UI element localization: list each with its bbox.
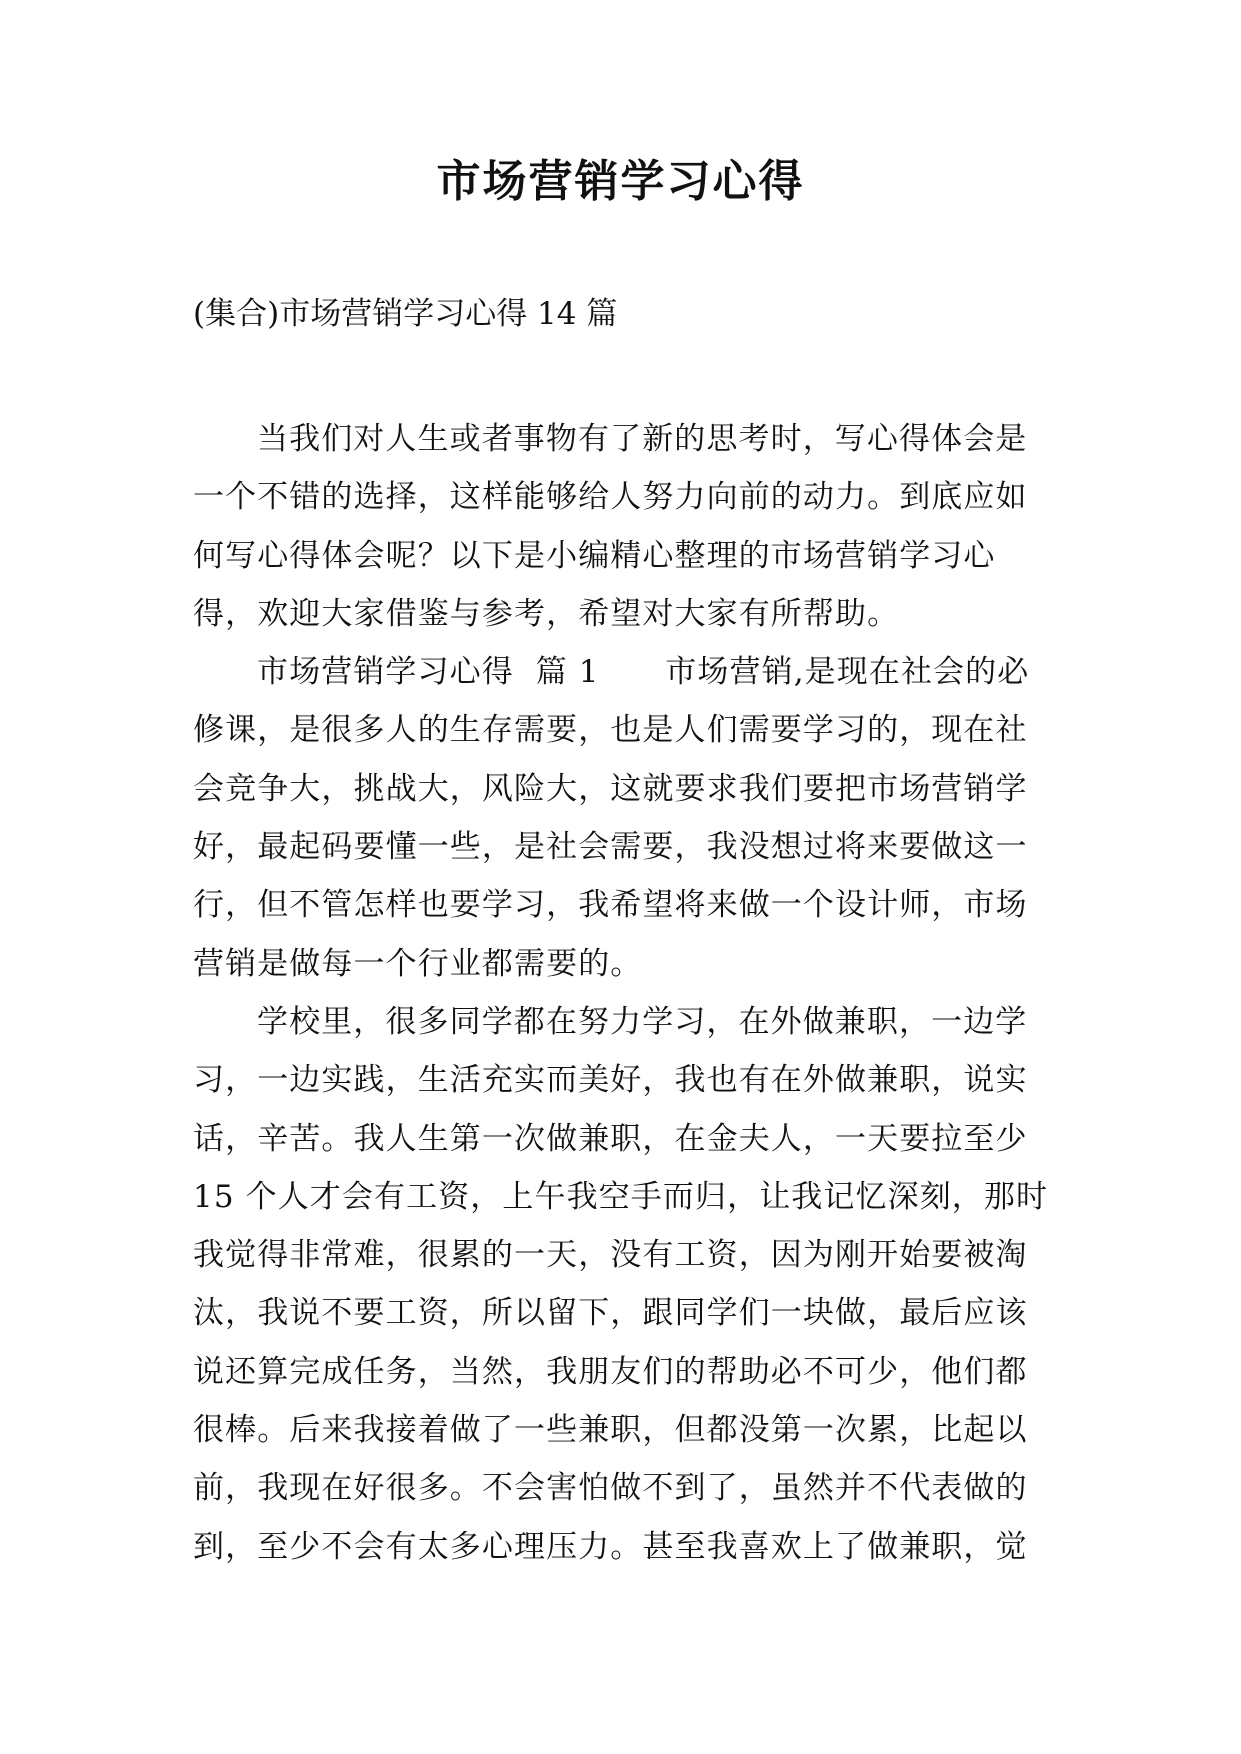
document-subtitle: (集合)市场营销学习心得 14 篇 (193, 296, 618, 332)
paragraph-3-line-9: 前，我现在好很多。不会害怕做不到了，虽然并不代表做的 (193, 1470, 1028, 1507)
paragraph-2-line-4: 好，最起码要懂一些，是社会需要，我没想过将来要做这一 (193, 829, 1028, 866)
paragraph-1-line-2: 一个不错的选择，这样能够给人努力向前的动力。到底应如 (193, 479, 1028, 516)
paragraph-2-line-6: 营销是做每一个行业都需要的。 (193, 945, 643, 982)
paragraph-3-line-4: 15 个人才会有工资，上午我空手而归，让我记忆深刻，那时 (193, 1178, 1049, 1215)
document-body (193, 410, 1053, 1576)
paragraph-3-line-8: 很棒。后来我接着做了一些兼职，但都没第一次累，比起以 (193, 1412, 1028, 1449)
paragraph-1-line-4: 得，欢迎大家借鉴与参考，希望对大家有所帮助。 (193, 595, 900, 632)
paragraph-2-line-1: 市场营销学习心得 篇 1 市场营销,是现在社会的必 (257, 654, 1030, 691)
document-title: 市场营销学习心得 (436, 156, 805, 207)
paragraph-2-line-5: 行，但不管怎样也要学习，我希望将来做一个设计师，市场 (193, 887, 1028, 924)
paragraph-3-line-2: 习，一边实践，生活充实而美好，我也有在外做兼职，说实 (193, 1062, 1028, 1099)
paragraph-1-line-3: 何写心得体会呢？以下是小编精心整理的市场营销学习心 (193, 537, 996, 574)
paragraph-3-line-7: 说还算完成任务，当然，我朋友们的帮助必不可少，他们都 (193, 1353, 1028, 1390)
paragraph-2-line-3: 会竞争大，挑战大，风险大，这就要求我们要把市场营销学 (193, 770, 1028, 807)
paragraph-2-line-2: 修课，是很多人的生存需要，也是人们需要学习的，现在社 (193, 712, 1028, 749)
paragraph-3-line-1: 学校里，很多同学都在努力学习，在外做兼职，一边学 (257, 1003, 1028, 1040)
paragraph-1-line-1: 当我们对人生或者事物有了新的思考时，写心得体会是 (257, 421, 1028, 457)
paragraph-3-line-10: 到，至少不会有太多心理压力。甚至我喜欢上了做兼职，觉 (193, 1528, 1028, 1565)
paragraph-3-line-5: 我觉得非常难，很累的一天，没有工资，因为刚开始要被淘 (193, 1237, 1028, 1274)
paragraph-3-line-3: 话，辛苦。我人生第一次做兼职，在金夫人，一天要拉至少 (193, 1120, 1028, 1157)
paragraph-3-line-6: 汰，我说不要工资，所以留下，跟同学们一块做，最后应该 (193, 1295, 1028, 1332)
